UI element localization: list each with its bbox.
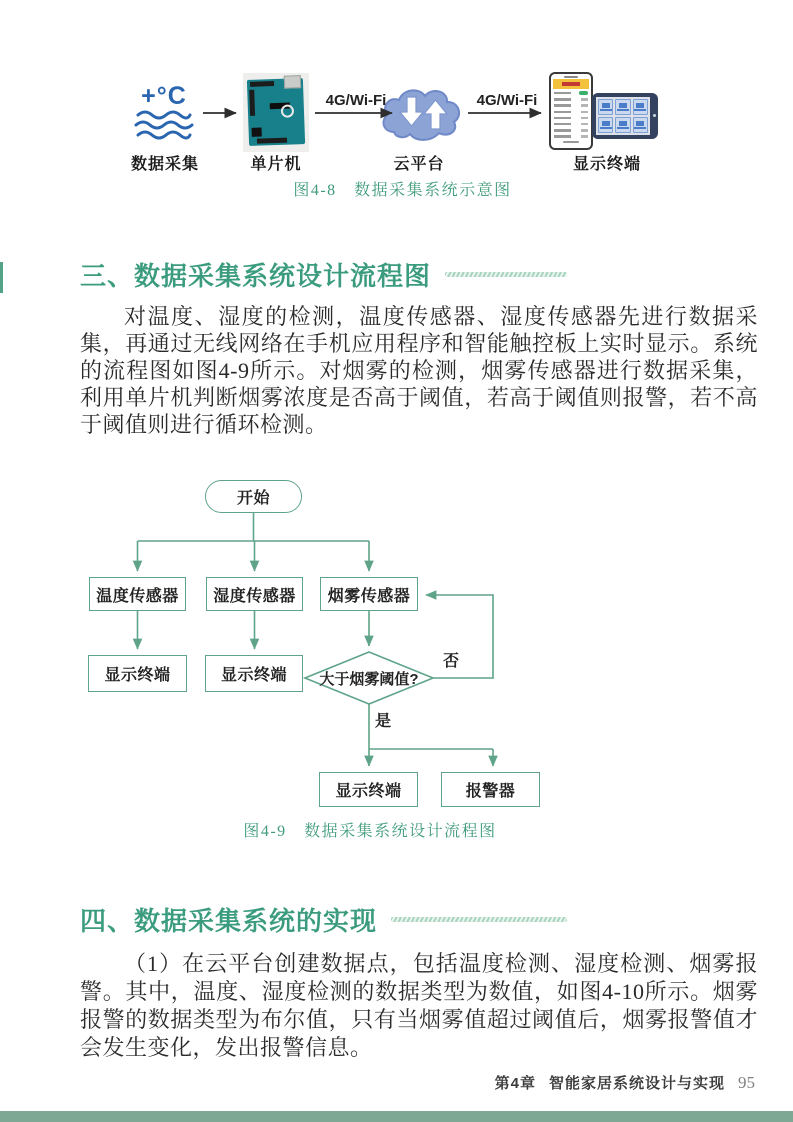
phone-icon	[549, 72, 593, 150]
node-label-display: 显示终端	[572, 156, 641, 173]
flowchart-lines	[138, 513, 494, 766]
flowchart-display-node: 显示终端	[319, 772, 418, 807]
flowchart-no-label: 否	[443, 653, 460, 670]
section-four-title: 四、数据采集系统的实现	[80, 906, 378, 936]
node-label-mcu: 单片机	[250, 156, 302, 173]
link-label-4g-wifi: 4G/Wi-Fi	[476, 92, 538, 109]
flowchart-humidity-sensor-node: 湿度传感器	[206, 577, 303, 611]
link-label-4g-wifi: 4G/Wi-Fi	[325, 92, 387, 109]
toggle-on-icon	[579, 91, 588, 96]
footer-chapter: 第4章	[494, 1075, 536, 1092]
flowchart-decision-label: 大于烟雾阈值?	[319, 670, 419, 688]
node-label-cloud: 云平台	[393, 156, 445, 173]
temp-icon-text: +°C	[141, 82, 187, 110]
flowchart-display-node: 显示终端	[88, 655, 187, 692]
figure-4-8-caption: 图4-8 数据采集系统示意图	[293, 182, 512, 199]
section-four-paragraph: （1）在云平台创建数据点，包括温度检测、湿度检测、烟雾报警。其中，温度、湿度检测的数据类型为数值，如图4-10所示。烟雾报警的数据类型为布尔值，只有当烟雾值超过阈值后，烟雾报警值才会发生变化，发出报警信息。	[80, 951, 758, 1060]
flowchart-alarm-node: 报警器	[441, 772, 540, 807]
node-label-data-collection: 数据采集	[130, 156, 199, 173]
flowchart-smoke-sensor-node: 烟雾传感器	[320, 577, 418, 611]
footer-page-number: 95	[738, 1073, 755, 1092]
figure-4-9-caption: 图4-9 数据采集系统设计流程图	[243, 823, 497, 840]
flowchart-start-node: 开始	[205, 480, 302, 513]
footer-book-title: 智能家居系统设计与实现	[548, 1075, 725, 1092]
section-three-title: 三、数据采集系统设计流程图	[80, 261, 432, 291]
section-three-paragraph: 对温度、湿度的检测，温度传感器、湿度传感器先进行数据采集，再通过无线网络在手机应用程序和智能触控板上实时显示。系统的流程图如图4-9所示。对烟雾的检测，烟雾传感器进行数据采集，利用单片机判断烟雾浓度是否高于阈值，若高于阈值则报警，若不高于阈值则进行循环检测。	[80, 304, 758, 437]
flowchart-temp-sensor-node: 温度传感器	[89, 577, 186, 611]
phone-app-header	[553, 79, 589, 89]
flowchart-display-node: 显示终端	[205, 655, 303, 692]
flowchart-yes-label: 是	[375, 713, 392, 730]
tablet-icon	[592, 93, 658, 139]
